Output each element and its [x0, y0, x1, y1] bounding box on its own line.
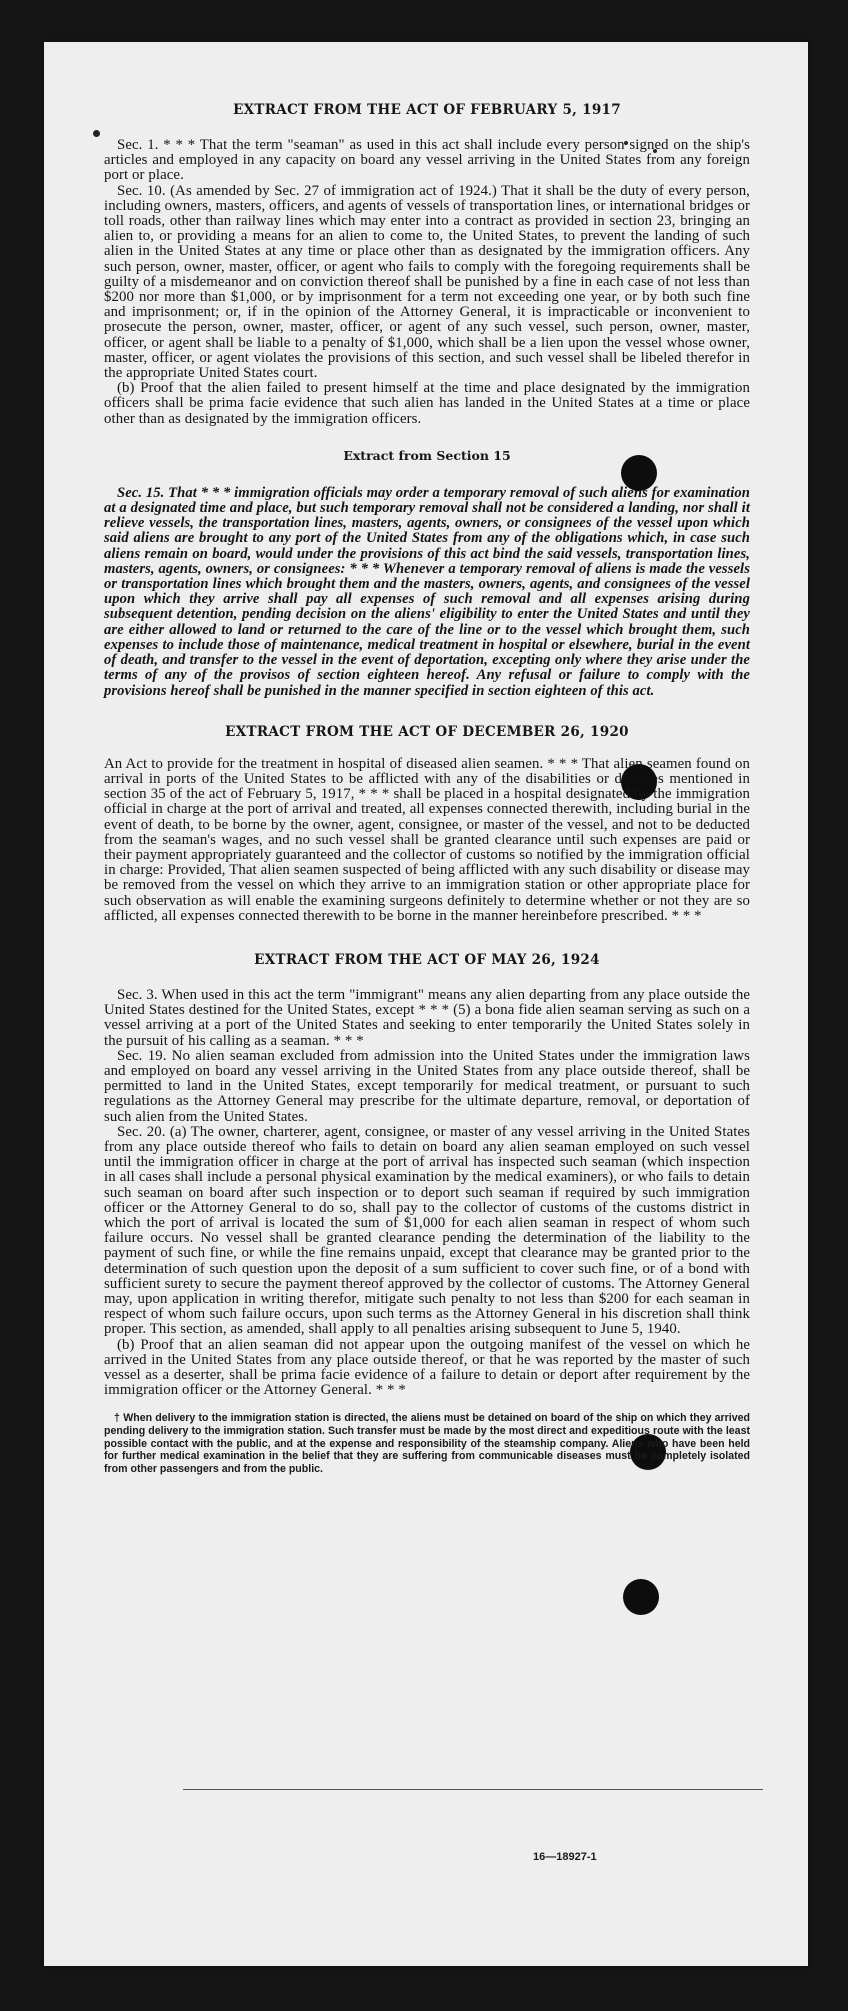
document-body	[104, 90, 750, 1486]
section-paragraph: Sec. 20. (a) The owner, charterer, agent, consignee, or master of any vessel arriving in the United States from any place outside thereof who fails to detain on board any alien seaman employed on such vessel until the immigration officer in charge at the port of arrival has inspected such seaman (which inspection in all cases shall include a personal physical examination by the medical examiners), or who fails to detain such seaman on board after such inspection or to deport such seaman if required by such immigration officer or the Attorney General to do so, shall pay to the collector of customs of the customs district in which the port of arrival is located the sum of $1,000 for each alien seaman in respect of whom such failure occurs. No vessel shall be granted clearance pending the determination of the liability to the payment of such fine, or while the fine remains unpaid, except that clearance may be granted prior to the determination of such question upon the deposit of a sum sufficient to cover such fine, or of a bond with sufficient surety to secure the payment thereof approved by the collector of customs. The Attorney General may, upon application in writing therefor, mitigate such penalty to not less than $200 for each seaman in respect of whom such failure occurs, upon such terms as the Attorney General in his discretion shall think proper. This section, as amended, shall apply to all penalties arising subsequent to June 5, 1940.	[104, 1123, 750, 1338]
footnote: † When delivery to the immigration station is directed, the aliens must be detained on board of the ship on which they arrived pending delivery to the immigration station. Such transfer must be made by the most direct and expeditious route with the least possible contact with the public, and at the expense and responsibility of the steamship company. Aliens who have been held for further medical examination in the belief that they are suffering from communicable diseases must be completely isolated from other passengers and from the public.	[104, 1412, 750, 1475]
ink-speck	[93, 130, 100, 137]
section-paragraph: Sec. 10. (As amended by Sec. 27 of immigration act of 1924.) That it shall be the duty of every person, including owners, masters, officers, and agents of vessels of transportation lines, or international bridges or toll roads, other than railway lines which may enter into a contract as provided in section 23, bringing an alien to, or providing a means for an alien to come to, the United States, to prevent the landing of such alien in the United States at any time or place other than as designated by the immigration officers. Any such person, owner, master, officer, or agent who fails to comply with the foregoing requirements shall be guilty of a misdemeanor and on conviction thereof shall be punished by a fine in each case of not less than $200 nor more than $1,000, or by imprisonment for a term not exceeding one year, or by both such fine and imprisonment; or, if in the opinion of the Attorney General, it is impracticable or inconvenient to prosecute the person, owner, master, officer, or agent of any such vessel, such person, owner, master, officer, or agent shall be liable to a penalty of $1,000, which shall be a lien upon the vessel whose owner, master, officer, or agent violates the provisions of this section, and such vessel shall be libeled therefor in the appropriate United States court.	[104, 182, 750, 382]
form-number: 16—18927-1	[533, 1851, 597, 1863]
section-paragraph: Sec. 1. * * * That the term "seaman" as used in this act shall include every person signed on the ship's articles and employed in any capacity on board any vessel arriving in the United States from any foreign port or place.	[104, 137, 750, 184]
punch-hole	[623, 1579, 659, 1615]
section-paragraph: Sec. 19. No alien seaman excluded from admission into the United States under the immigration laws and employed on board any vessel arriving in the United States from any place outside thereof, shall be permitted to land in the United States, except temporarily for medical treatment, or pursuant to such regulations as the Attorney General may prescribe for the ultimate departure, removal, or deportation of such alien from the United States.	[104, 1047, 750, 1125]
section-heading: Extract from Section 15	[343, 447, 511, 463]
section-heading: EXTRACT FROM THE ACT OF DECEMBER 26, 1920	[225, 723, 629, 740]
section-paragraph: An Act to provide for the treatment in hospital of diseased alien seamen. * * * That alien seamen found on arrival in ports of the United States to be afflicted with any of the disabilities or diseases mentioned in section 35 of the act of February 5, 1917, * * * shall be placed in a hospital designated by the immigration official in charge at the port of arrival and treated, all expenses connected therewith, including burial in the event of death, to be borne by the owner, agent, consignee, or master of the vessel, and not to be deducted from the seaman's wages, and no such vessel shall be granted clearance until such expenses are paid or their payment appropriately guaranteed and the collector of customs so notified by the immigration official in charge: Provided, That alien seamen suspected of being afflicted with any such disability or disease may be removed from the vessel on which they arrive to an immigration station or other appropriate place for such observation as will enable the examining surgeons definitely to determine whether or not they are so afflicted, all expenses connected therewith to be borne in the manner hereinbefore prescribed. * * *	[104, 755, 750, 924]
section-paragraph: (b) Proof that an alien seaman did not appear upon the outgoing manifest of the vessel on which he arrived in the United States from any place outside thereof, or that he was reported by the master of such vessel as a deserter, shall be prima facie evidence of a failure to detain or deport after requirement by the immigration officer or the Attorney General. * * *	[104, 1336, 750, 1399]
section-paragraph: Sec. 3. When used in this act the term "immigrant" means any alien departing from any place outside the United States destined for the United States, except * * * (5) a bona fide alien seaman serving as such on a vessel arriving at a port of the United States and seeking to enter temporarily the United States solely in the pursuit of his calling as a seaman. * * *	[104, 986, 750, 1049]
section-heading: EXTRACT FROM THE ACT OF FEBRUARY 5, 1917	[233, 102, 621, 118]
document-page	[44, 42, 808, 1966]
divider-line	[183, 1789, 763, 1790]
section-paragraph: Sec. 15. That * * * immigration officials may order a temporary removal of such aliens for examination at a designated time and place, but such temporary removal shall not be considered a landing, nor shall it relieve vessels, the transportation lines, masters, agents, owners, or consignees of the vessel upon which said aliens are brought to any port of the United States from any of the obligations which, in case such aliens remain on board, would under the provisions of this act bind the said vessels, transportation lines, masters, agents, owners, or consignees: * * * Whenever a temporary removal of aliens is made the vessels or transportation lines which brought them and the masters, owners, agents, and consignees of the vessel upon which they arrive shall pay all expenses of such removal and all expenses arising during subsequent detention, pending decision on the aliens' eligibility to enter the United States and until they are either allowed to land or returned to the care of the line or to the vessel which brought them, such expenses to include those of maintenance, medical treatment in hospital or elsewhere, burial in the event of death, and transfer to the vessel in the event of deportation, excepting only where they arise under the terms of any of the provisos of section eighteen hereof. Any refusal or failure to comply with the provisions hereof shall be punished in the manner specified in section eighteen of this act.	[104, 484, 751, 699]
section-paragraph: (b) Proof that the alien failed to present himself at the time and place designated by the immigration officers shall be prima facie evidence that such alien has landed in the United States at a time or place other than as designated by the immigration officers.	[104, 380, 750, 427]
section-heading: EXTRACT FROM THE ACT OF MAY 26, 1924	[254, 951, 600, 968]
